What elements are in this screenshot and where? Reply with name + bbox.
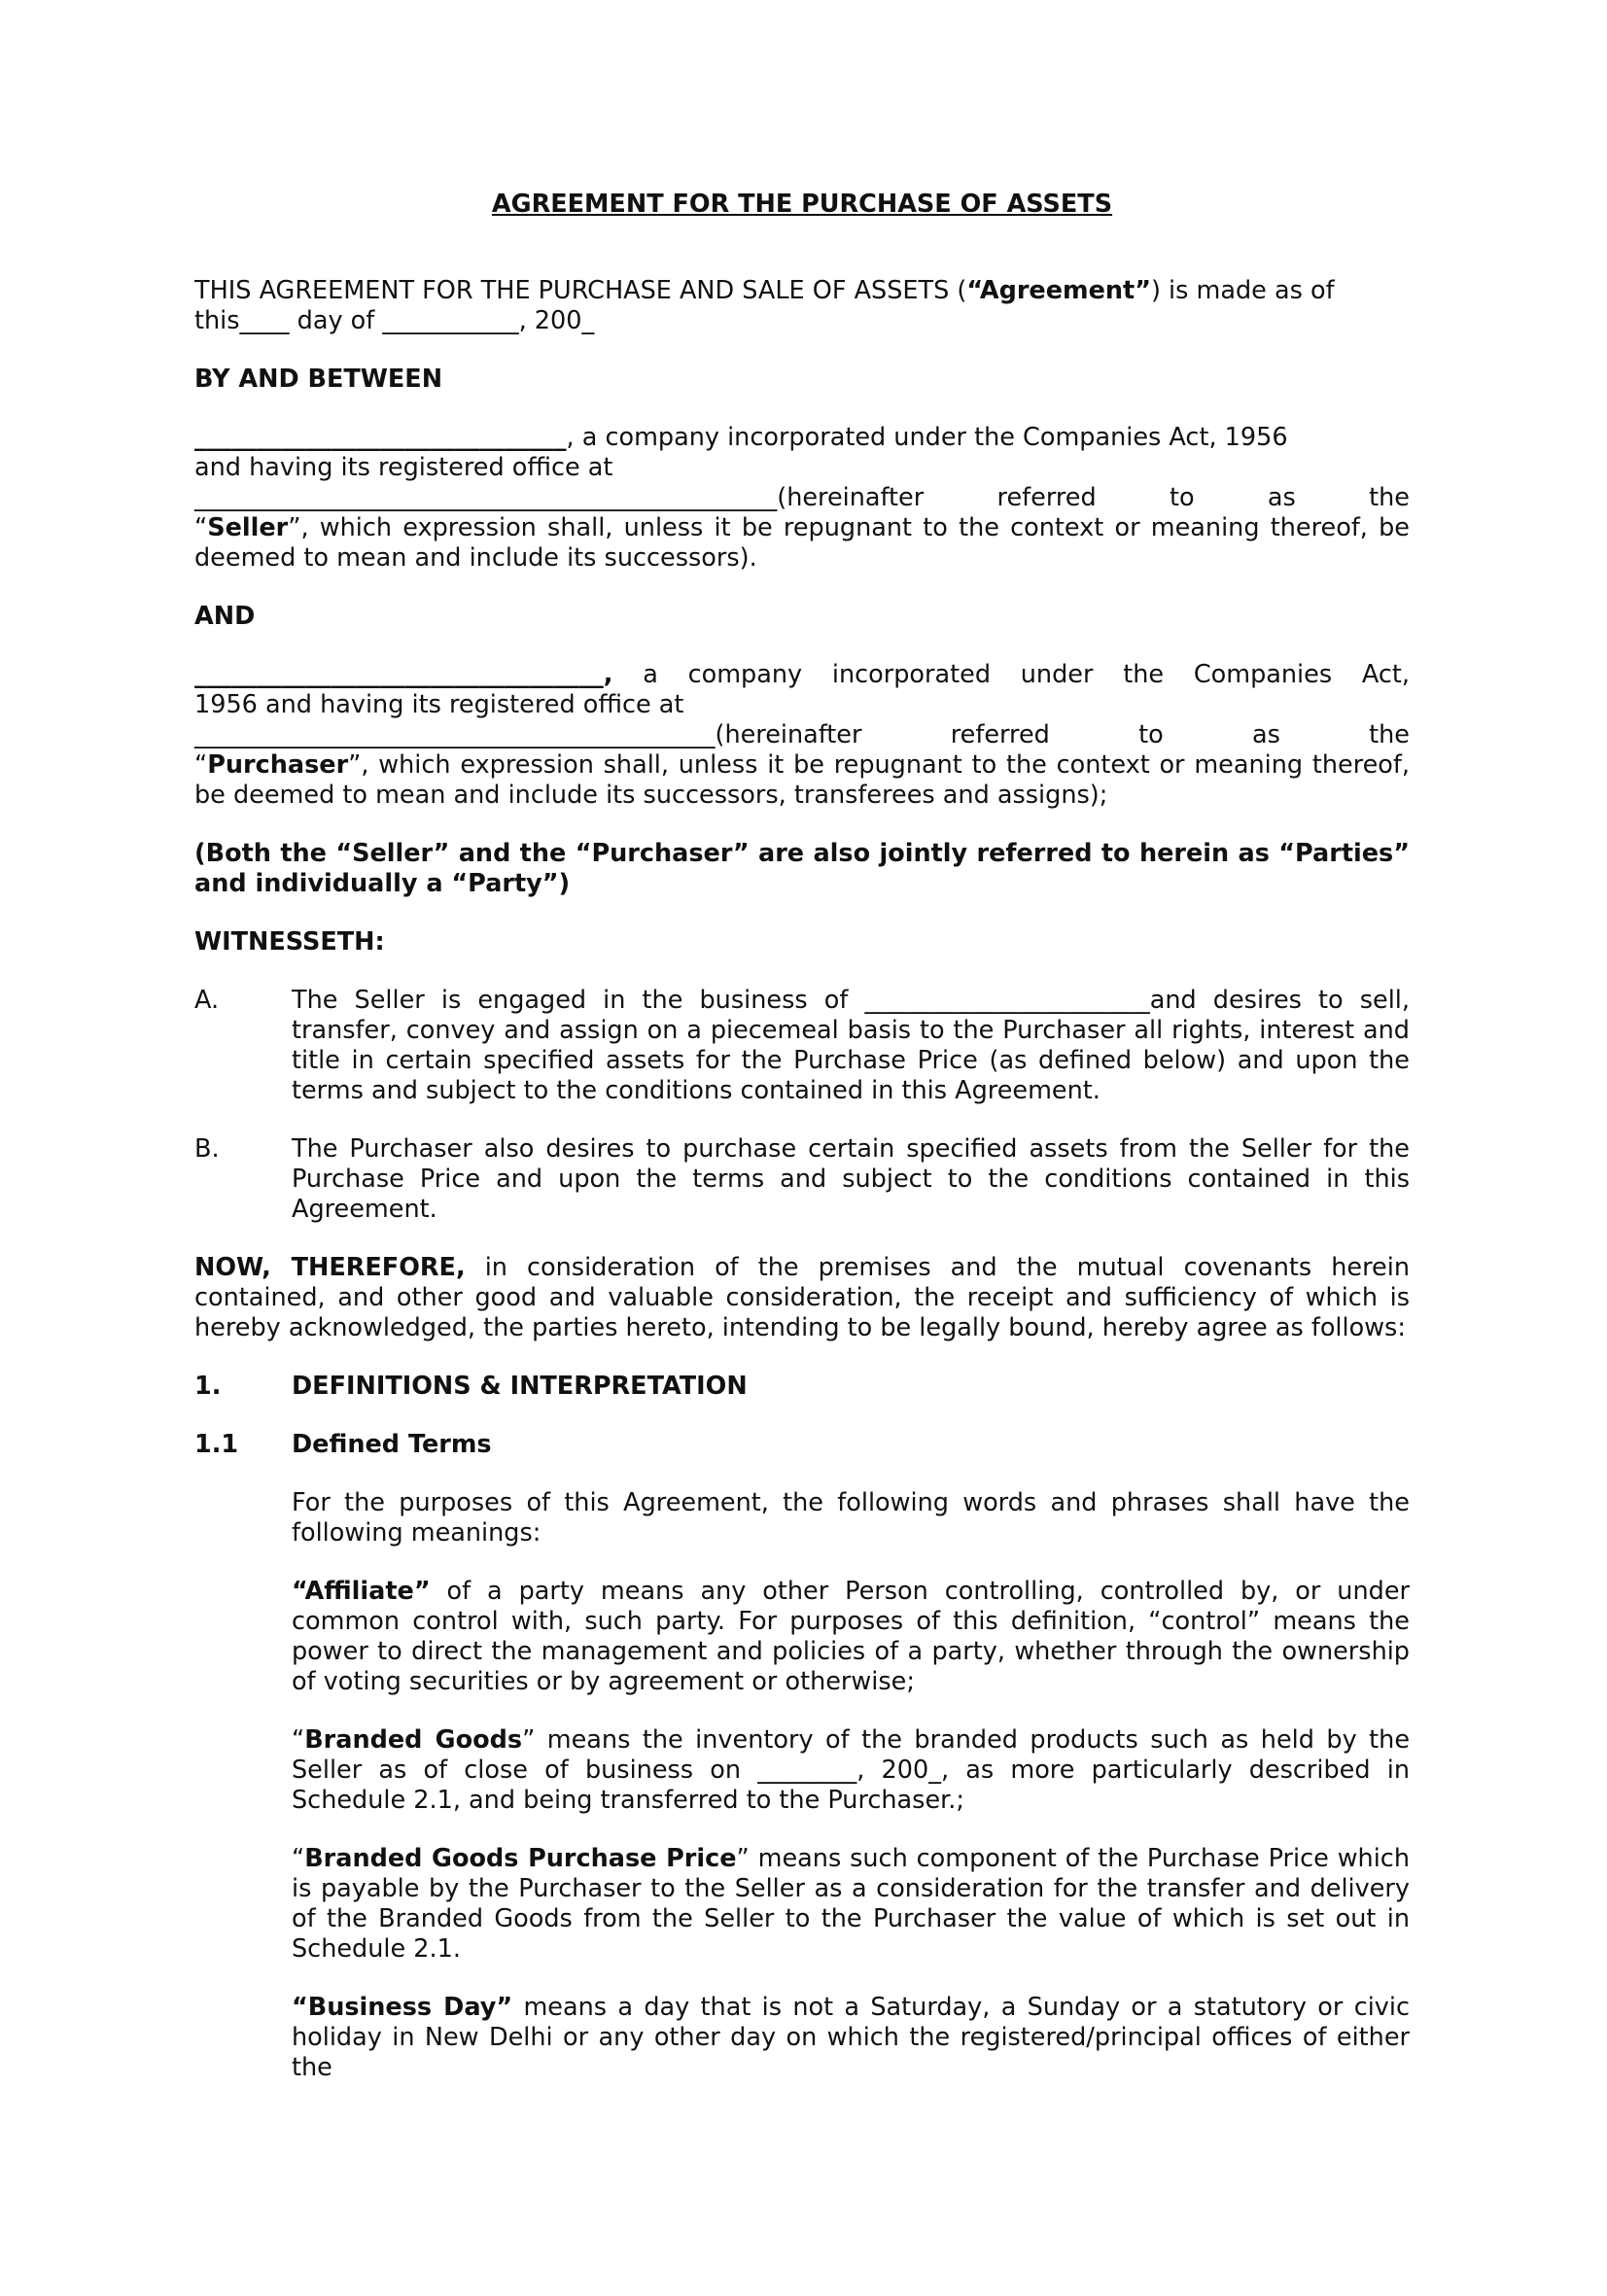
intro-date-line: this____ day of ___________, 200_ — [194, 306, 595, 335]
seller-address-blank: _______________________________________________ — [194, 483, 778, 512]
intro-tail: ) is made as of — [1150, 276, 1335, 305]
subsection-heading — [194, 1430, 1410, 1460]
intro-paragraph — [194, 276, 1410, 336]
seller-hereinafter: (hereinafter referred to as the — [777, 483, 1410, 512]
definition-pre: “ — [292, 1844, 305, 1873]
definition-post: ” — [522, 1725, 536, 1755]
definition-item — [292, 1577, 1410, 1697]
definition-text: means a day that is not a Saturday, a Sunday or a statutory or civic holiday in New Delhi or any other day on which the registered/principal offices of either the — [292, 1993, 1410, 2082]
seller-line2: and having its registered office at — [194, 453, 613, 482]
section-number: 1. — [194, 1372, 222, 1401]
definition-term: Branded Goods Purchase Price — [304, 1844, 737, 1873]
definition-text: of a party means any other Person controlling, controlled by, or under common control with, such party. For purposes of this definition, “control” means the power to direct the management and policies of a party, whether through the ownership of voting securities or by agreement or otherwise; — [292, 1577, 1410, 1696]
definition-item — [292, 1725, 1410, 1816]
purchaser-address-blank: __________________________________________ — [194, 720, 716, 749]
purchaser-name-blank: _________________________________, — [194, 660, 613, 689]
purchaser-open-quote: “ — [194, 750, 208, 780]
section-heading — [194, 1372, 1410, 1402]
seller-rest: ”, which expression shall, unless it be repugnant to the context or meaning thereof, be deemed to mean and include its successors). — [194, 513, 1410, 573]
purchaser-address-line — [194, 720, 1410, 750]
seller-name-blank: ______________________________ — [194, 423, 567, 452]
definition-text: means such component of the Purchase Price which is payable by the Purchaser to the Seller as a consideration for the transfer and delivery of the Branded Goods from the Seller to the Purchaser the value of which is set out in Schedule 2.1. — [292, 1844, 1410, 1964]
recital-text: The Seller is engaged in the business of _______________________and desires to sell, transfer, convey and assign on a piecemeal basis to the Purchaser all rights, interest and title in certain specified assets for the Purchase Price (as defined below) and upon the terms and subject to the conditions contained in this Agreement. — [292, 986, 1410, 1105]
seller-open-quote: “ — [194, 513, 208, 542]
recital-label: A. — [194, 986, 220, 1015]
subsection-title: Defined Terms — [292, 1430, 492, 1459]
purchaser-line1: a company incorporated under the Companies Act, — [612, 660, 1410, 689]
purchaser-paragraph — [194, 660, 1410, 811]
definition-pre: “ — [292, 1725, 305, 1755]
defined-terms-intro: For the purposes of this Agreement, the following words and phrases shall have the following meanings: — [292, 1488, 1410, 1548]
definition-term: Branded Goods — [304, 1725, 523, 1755]
now-therefore-paragraph — [194, 1253, 1410, 1343]
definition-post: ” — [736, 1844, 750, 1873]
section-title: DEFINITIONS & INTERPRETATION — [292, 1372, 748, 1401]
intro-lead: THIS AGREEMENT FOR THE PURCHASE AND SALE OF ASSETS ( — [194, 276, 967, 305]
and-heading: AND — [194, 602, 256, 631]
document-page — [194, 190, 1410, 2083]
subsection-number: 1.1 — [194, 1430, 239, 1459]
definition-item — [292, 1844, 1410, 1965]
now-therefore-text: in consideration of the premises and the mutual covenants herein contained, and other good and valuable consideration, the receipt and sufficiency of which is hereby acknowledged, the parties hereto, intending to be legally bound, hereby agree as follows: — [194, 1253, 1410, 1342]
seller-paragraph — [194, 423, 1410, 574]
parties-note: (Both the “Seller” and the “Purchaser” are also jointly referred to herein as “Parties” and individually a “Party”) — [194, 839, 1410, 898]
definition-term: “Affiliate” — [292, 1577, 431, 1606]
recital-label: B. — [194, 1134, 220, 1164]
definition-item — [292, 1993, 1410, 2083]
purchaser-rest: ”, which expression shall, unless it be repugnant to the context or meaning thereof, be deemed to mean and include its successors, transferees and assigns); — [194, 750, 1410, 810]
seller-line1: , a company incorporated under the Companies Act, 1956 — [566, 423, 1288, 452]
purchaser-term: Purchaser — [207, 750, 349, 780]
purchaser-line2: 1956 and having its registered office at — [194, 690, 684, 719]
purchaser-hereinafter: (hereinafter referred to as the — [715, 720, 1410, 749]
document-title: AGREEMENT FOR THE PURCHASE OF ASSETS — [491, 190, 1113, 219]
seller-address-line — [194, 483, 1410, 513]
recital-item — [194, 1134, 1410, 1225]
definition-term: “Business Day” — [292, 1993, 513, 2022]
witnesseth-heading: WITNESSETH: — [194, 927, 385, 957]
by-and-between-heading: BY AND BETWEEN — [194, 365, 443, 394]
definition-text: means the inventory of the branded products such as held by the Seller as of close of business on ________, 200_, as more particularly described in Schedule 2.1, and being transferred to the Purchaser.; — [292, 1725, 1411, 1815]
seller-term: Seller — [207, 513, 289, 542]
recital-item — [194, 986, 1410, 1106]
intro-term: “Agreement” — [966, 276, 1151, 305]
recital-text: The Purchaser also desires to purchase certain specified assets from the Seller for the Purchase Price and upon the terms and subject to the conditions contained in this Agreement. — [292, 1134, 1410, 1224]
now-therefore-lead: NOW, THEREFORE, — [194, 1253, 466, 1282]
